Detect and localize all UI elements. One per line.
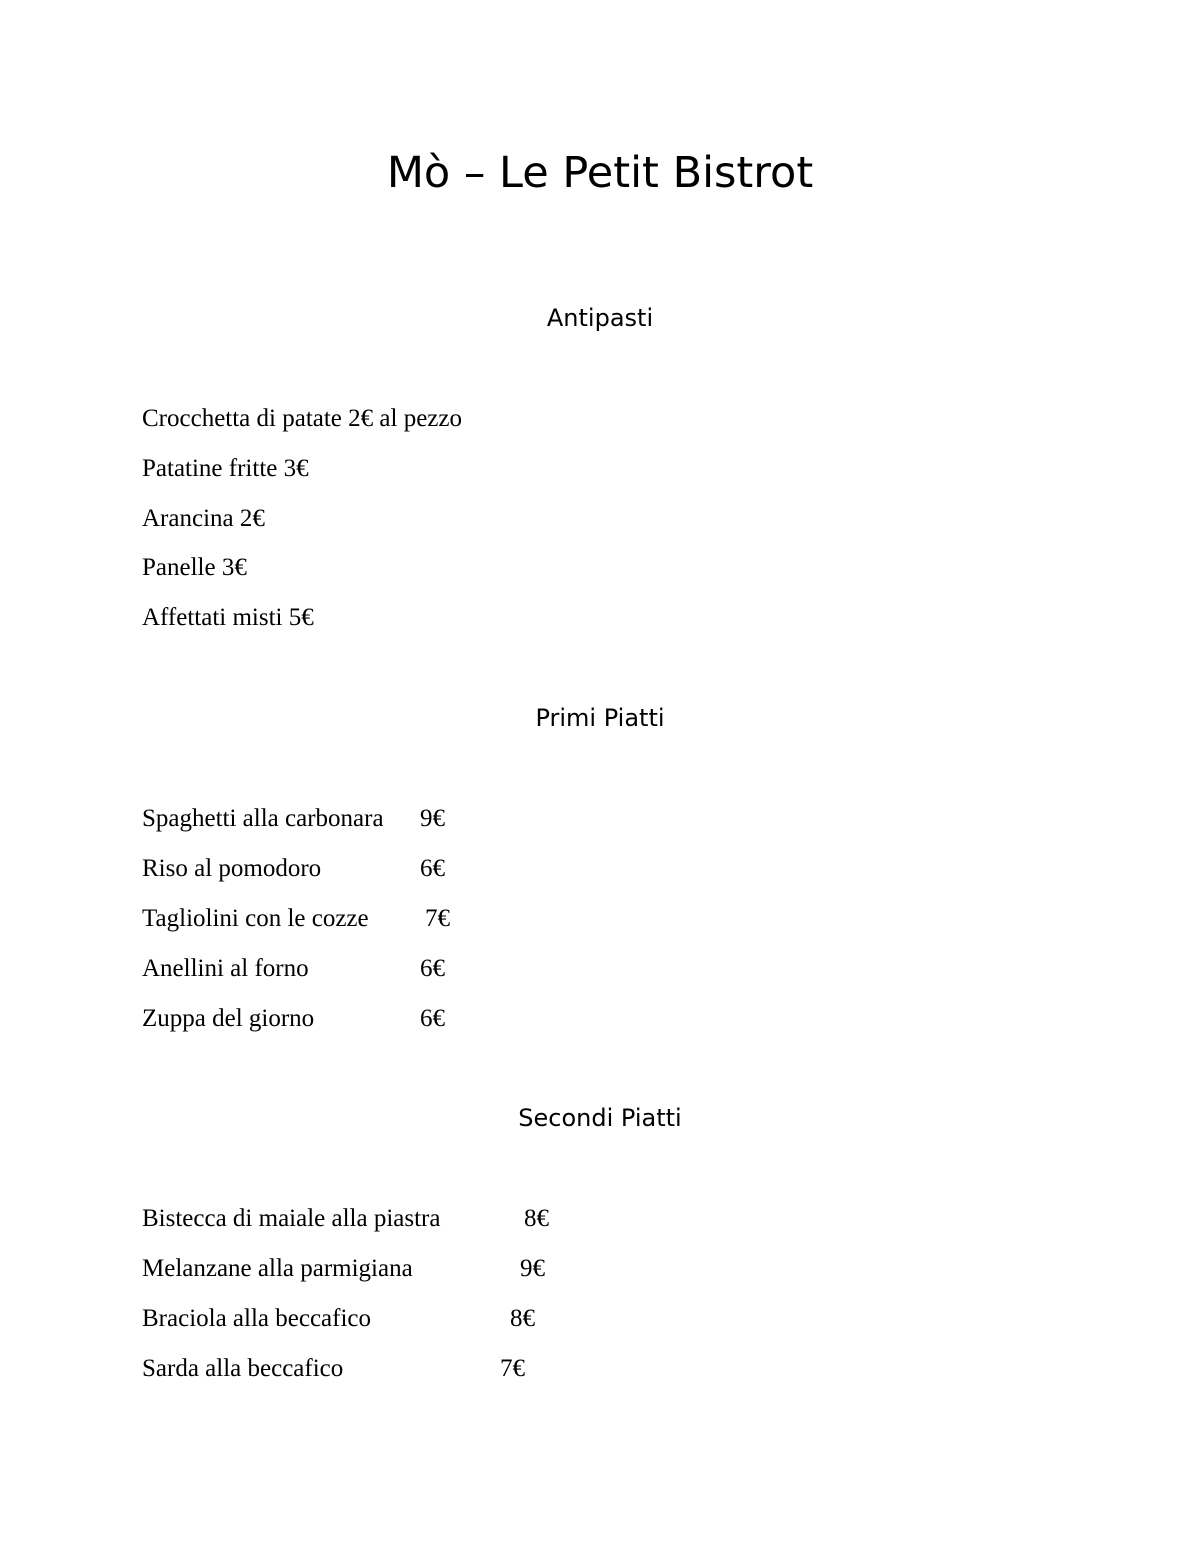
menu-item-name: Anellini al forno — [142, 955, 309, 982]
menu-item-name: Zuppa del giorno — [142, 1005, 315, 1032]
menu-item-name: Braciola alla beccafico — [142, 1305, 372, 1332]
page-title: Mò – Le Petit Bistrot — [386, 148, 814, 198]
menu-item-name: Riso al pomodoro — [142, 855, 322, 882]
menu-item-price: 7€ — [500, 1355, 525, 1382]
menu-item: Affettati misti 5€ — [142, 604, 314, 631]
menu-item-price: 9€ — [420, 805, 445, 832]
menu-item-name: Melanzane alla parmigiana — [142, 1255, 413, 1282]
menu-item-price: 6€ — [420, 1005, 445, 1032]
menu-item-price: 9€ — [520, 1255, 545, 1282]
menu-item: Patatine fritte 3€ — [142, 455, 309, 482]
menu-item-price: 8€ — [510, 1305, 535, 1332]
menu-item-price: 6€ — [420, 955, 445, 982]
menu-item: Panelle 3€ — [142, 554, 247, 581]
menu-item-price: 6€ — [420, 855, 445, 882]
section-heading-antipasti: Antipasti — [546, 304, 654, 332]
menu-item: Crocchetta di patate 2€ al pezzo — [142, 405, 462, 432]
menu-item-price: 7€ — [425, 905, 450, 932]
menu-item-name: Bistecca di maiale alla piastra — [142, 1205, 441, 1232]
section-heading-secondi-piatti: Secondi Piatti — [518, 1104, 682, 1132]
menu-item-name: Tagliolini con le cozze — [142, 905, 369, 932]
menu-item-name: Spaghetti alla carbonara — [142, 805, 384, 832]
menu-item-price: 8€ — [524, 1205, 549, 1232]
section-heading-primi-piatti: Primi Piatti — [535, 704, 665, 732]
menu-item-name: Sarda alla beccafico — [142, 1355, 344, 1382]
menu-item: Arancina 2€ — [142, 505, 265, 532]
